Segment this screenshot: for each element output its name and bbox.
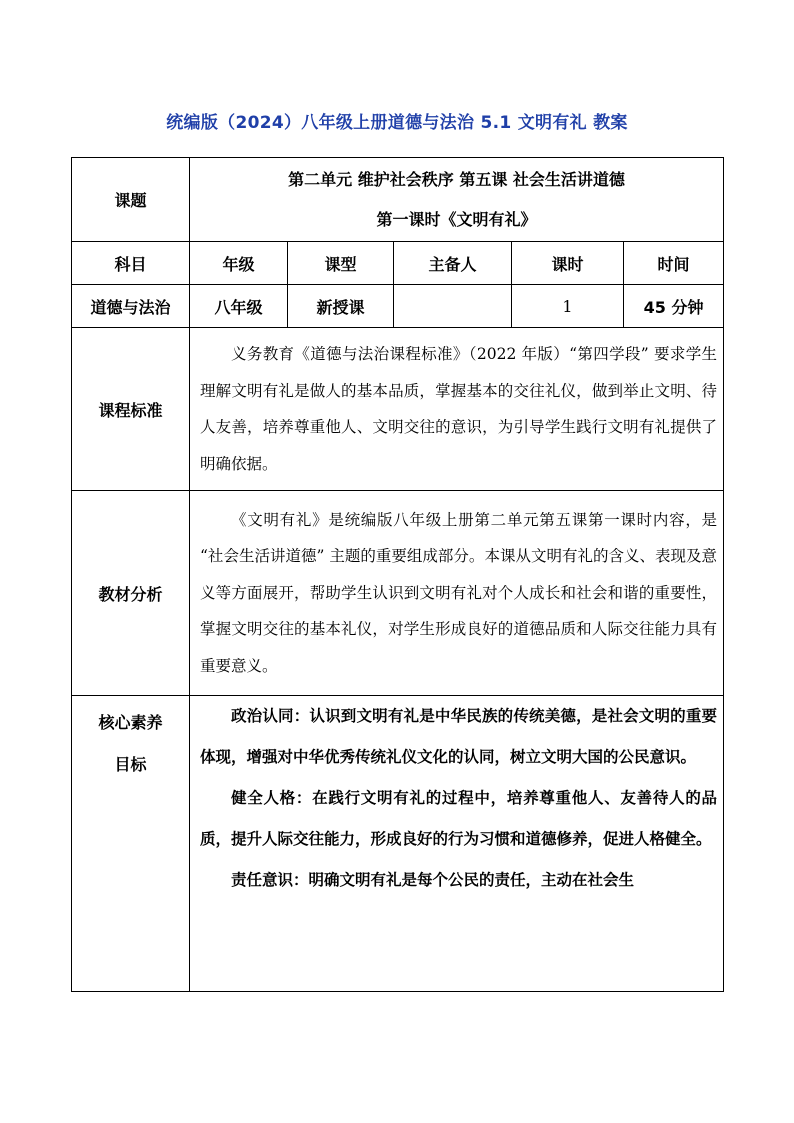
topic-line-1: 第二单元 维护社会秩序 第五课 社会生活讲道德 xyxy=(288,169,625,189)
value-grade: 八年级 xyxy=(190,285,288,328)
goal-sound-personality: 健全人格：在践行文明有礼的过程中，培养尊重他人、友善待人的品质，提升人际交往能力，形成良好的行为习惯和道德修养，促进人格健全。 xyxy=(200,789,718,848)
document-title: 统编版（2024）八年级上册道德与法治 5.1 文明有礼 教案 xyxy=(166,113,628,133)
header-grade: 年级 xyxy=(190,242,288,285)
topic-cell xyxy=(190,158,724,242)
goal-responsibility: 责任意识：明确文明有礼是每个公民的责任，主动在社会生 xyxy=(231,871,635,889)
header-periods: 课时 xyxy=(512,242,624,285)
analysis-cell xyxy=(190,491,724,696)
header-lesson-type: 课型 xyxy=(288,242,394,285)
value-row xyxy=(72,285,724,328)
value-subject: 道德与法治 xyxy=(72,285,190,328)
header-subject: 科目 xyxy=(72,242,190,285)
header-row xyxy=(72,242,724,285)
goals-label xyxy=(72,696,190,992)
header-time: 时间 xyxy=(624,242,724,285)
analysis-text: 《文明有礼》是统编版八年级上册第二单元第五课第一课时内容，是 “社会生活讲道德” 主题的重要组成部分。本课从文明有礼的含义、表现及意义等方面展开，帮助学生认识到文明有礼对个人成长和社会和谐的重要性，掌握文明交往的基本礼仪，对学生形成良好的道德品质和人际交往能力具有重要意义。 xyxy=(200,510,718,675)
goals-label-line-1: 核心素养 xyxy=(98,713,163,732)
value-lesson-type: 新授课 xyxy=(288,285,394,328)
goals-cell xyxy=(190,696,724,992)
analysis-row xyxy=(72,491,724,696)
topic-row xyxy=(72,158,724,242)
standard-label: 课程标准 xyxy=(72,328,190,491)
value-periods: 1 xyxy=(512,285,624,328)
standard-row xyxy=(72,328,724,491)
goals-label-line-2: 目标 xyxy=(114,755,147,774)
standard-text: 义务教育《道德与法治课程标准》（2022 年版）“第四学段” 要求学生理解文明有礼是做人的基本品质，掌握基本的交往礼仪，做到举止文明、待人友善，培养尊重他人、文明交往的意识，为引导学生践行文明有礼提供了明确依据。 xyxy=(200,345,718,473)
topic-line-2: 第一课时《文明有礼》 xyxy=(376,209,537,229)
lesson-plan-table xyxy=(71,157,724,992)
topic-label: 课题 xyxy=(72,158,190,242)
goal-political-identity: 政治认同：认识到文明有礼是中华民族的传统美德，是社会文明的重要体现，增强对中华优秀传统礼仪文化的认同，树立文明大国的公民意识。 xyxy=(200,707,718,766)
standard-cell xyxy=(190,328,724,491)
analysis-label: 教材分析 xyxy=(72,491,190,696)
goals-row xyxy=(72,696,724,992)
value-time: 45 分钟 xyxy=(624,285,724,328)
value-preparer xyxy=(394,285,512,328)
header-preparer: 主备人 xyxy=(394,242,512,285)
